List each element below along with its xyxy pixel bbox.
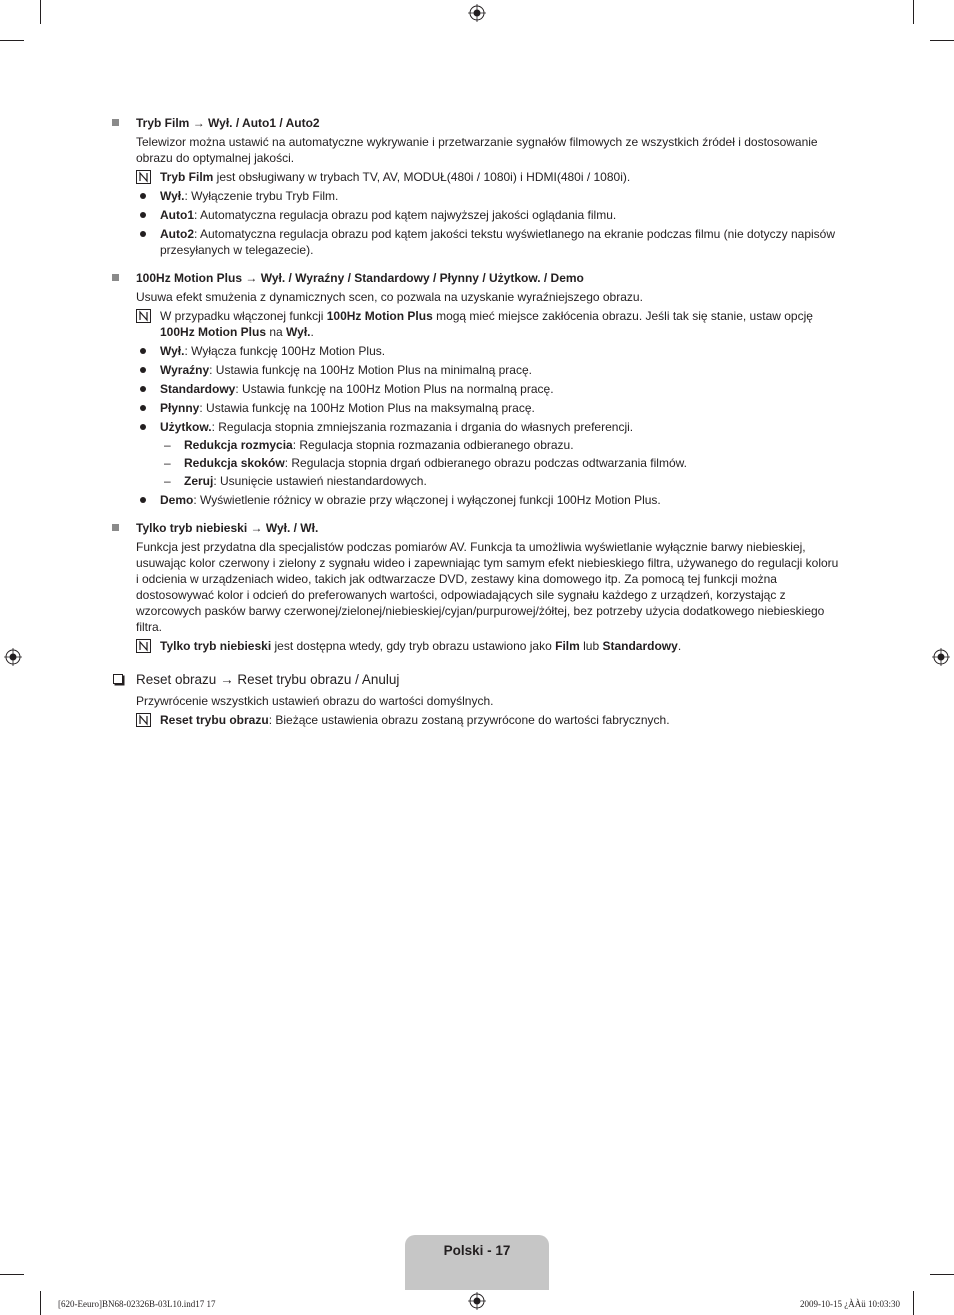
section-description: Funkcja jest przydatna dla specjalistów podczas pomiarów AV. Funkcja ta umożliwia wyświetlanie wyłącznie barwy niebieskiej, usuwając kolor czerwony i zielony z sygnału wideo i zapewniając tym samym efekt niebieskiego filtra, używanego do regulacji koloru i odcienia w urządzeniach wideo, takich jak odtwarzacze DVD, zestawy kina domowego itp. Za pomocą tej funkcji można dostosowywać kolor i odcień do preferowanych wartości, odpowiadających sile sygnału każdego z urządzeń, korzystając z wzorcowych pasków barwy czerwonej/zielonej/niebieskiej/cyjan/purpurowej/żółtej, bez potrzeby użycia dodatkowego niebieskiego filtra. <box>136 540 839 634</box>
note: W przypadku włączonej funkcji 100Hz Motion Plus mogą mieć miejsce zakłócenia obrazu. Jeśli tak się stanie, ustaw opcję 100Hz Motion Plus na Wył.. <box>136 308 842 340</box>
note-icon <box>136 713 151 727</box>
registration-mark-icon <box>4 648 22 666</box>
crop-mark <box>40 1291 41 1315</box>
list-item: Auto2: Automatyczna regulacja obrazu pod kątem jakości tekstu wyświetlanego na ekranie podczas filmu (nie dotyczy napisów przesyłanych w telegazecie). <box>136 226 842 258</box>
crop-mark <box>930 1274 954 1275</box>
bullet-icon <box>140 424 146 430</box>
page-number: Polski - 17 <box>443 1243 511 1258</box>
list-item: Wyraźny: Ustawia funkcję na 100Hz Motion Plus na minimalną pracę. <box>136 362 842 378</box>
print-slug-right: 2009-10-15 ¿ÀÀü 10:03:30 <box>800 1299 900 1309</box>
bullet-icon <box>140 212 146 218</box>
list-item: Użytkow.: Regulacja stopnia zmniejszania rozmazania i drgania do własnych preferencji. <box>136 419 842 435</box>
registration-mark-icon <box>468 1292 486 1310</box>
section-tylko-tryb-niebieski <box>112 520 842 654</box>
list-item: Standardowy: Ustawia funkcję na 100Hz Motion Plus na normalną pracę. <box>136 381 842 397</box>
registration-mark-icon <box>468 4 486 22</box>
manual-page-content <box>112 115 842 728</box>
square-bullet-icon <box>112 119 119 126</box>
bullet-icon <box>140 367 146 373</box>
list-item: Wył.: Wyłącza funkcję 100Hz Motion Plus. <box>136 343 842 359</box>
section-reset-obrazu <box>112 672 842 728</box>
section-description: Przywrócenie wszystkich ustawień obrazu do wartości domyślnych. <box>136 694 494 708</box>
sub-list-item: – Redukcja rozmycia: Regulacja stopnia rozmazania odbieranego obrazu. <box>164 438 574 452</box>
sub-list-item: – Zeruj: Usunięcie ustawień niestandardowych. <box>164 474 427 488</box>
note-icon <box>136 309 151 323</box>
note: Reset trybu obrazu: Bieżące ustawienia obrazu zostaną przywrócone do wartości fabrycznych. <box>136 712 842 728</box>
crop-mark <box>0 40 24 41</box>
bullet-icon <box>140 193 146 199</box>
section-title: Tryb Film → Wył. / Auto1 / Auto2 <box>136 116 320 130</box>
section-title: 100Hz Motion Plus → Wył. / Wyraźny / Standardowy / Płynny / Użytkow. / Demo <box>136 271 584 285</box>
checkbox-bullet-icon <box>113 674 123 684</box>
section-description: Usuwa efekt smużenia z dynamicznych scen, co pozwala na uzyskanie wyraźniejszego obrazu. <box>136 290 643 304</box>
print-slug-left: [620-Eeuro]BN68-02326B-03L10.ind17 17 <box>58 1299 216 1309</box>
page-number-tab <box>405 1235 549 1290</box>
square-bullet-icon <box>112 524 119 531</box>
bullet-icon <box>140 348 146 354</box>
section-title: Tylko tryb niebieski → Wył. / Wł. <box>136 521 319 535</box>
bullet-icon <box>140 497 146 503</box>
section-description: Telewizor można ustawić na automatyczne wykrywanie i przetwarzanie sygnałów filmowych ze wszystkich źródeł i dostosowanie obrazu do optymalnej jakości. <box>136 135 818 165</box>
bullet-icon <box>140 405 146 411</box>
list-item: Płynny: Ustawia funkcję na 100Hz Motion Plus na maksymalną pracę. <box>136 400 842 416</box>
crop-mark <box>0 1274 24 1275</box>
section-tryb-film <box>112 115 842 258</box>
square-bullet-icon <box>112 274 119 281</box>
list-item: Wył.: Wyłączenie trybu Tryb Film. <box>136 188 842 204</box>
crop-mark <box>913 1291 914 1315</box>
bullet-icon <box>140 231 146 237</box>
crop-mark <box>913 0 914 24</box>
sub-list-item: – Redukcja skoków: Regulacja stopnia drgań odbieranego obrazu podczas odtwarzania filmów. <box>164 456 687 470</box>
section-100hz-motion-plus <box>112 270 842 508</box>
list-item: Auto1: Automatyczna regulacja obrazu pod kątem najwyższej jakości oglądania filmu. <box>136 207 842 223</box>
registration-mark-icon <box>932 648 950 666</box>
note: Tylko tryb niebieski jest dostępna wtedy, gdy tryb obrazu ustawiono jako Film lub Standardowy. <box>136 638 842 654</box>
note: Tryb Film jest obsługiwany w trybach TV, AV, MODUŁ(480i / 1080i) i HDMI(480i / 1080i). <box>136 169 842 185</box>
dash-marker: – <box>164 474 171 488</box>
dash-marker: – <box>164 456 171 470</box>
section-title: Reset obrazu → Reset trybu obrazu / Anuluj <box>136 672 400 687</box>
crop-mark <box>40 0 41 24</box>
crop-mark <box>930 40 954 41</box>
list-item: Demo: Wyświetlenie różnicy w obrazie przy włączonej i wyłączonej funkcji 100Hz Motion Plus. <box>136 492 842 508</box>
dash-marker: – <box>164 438 171 452</box>
bullet-icon <box>140 386 146 392</box>
note-icon <box>136 170 151 184</box>
note-icon <box>136 639 151 653</box>
